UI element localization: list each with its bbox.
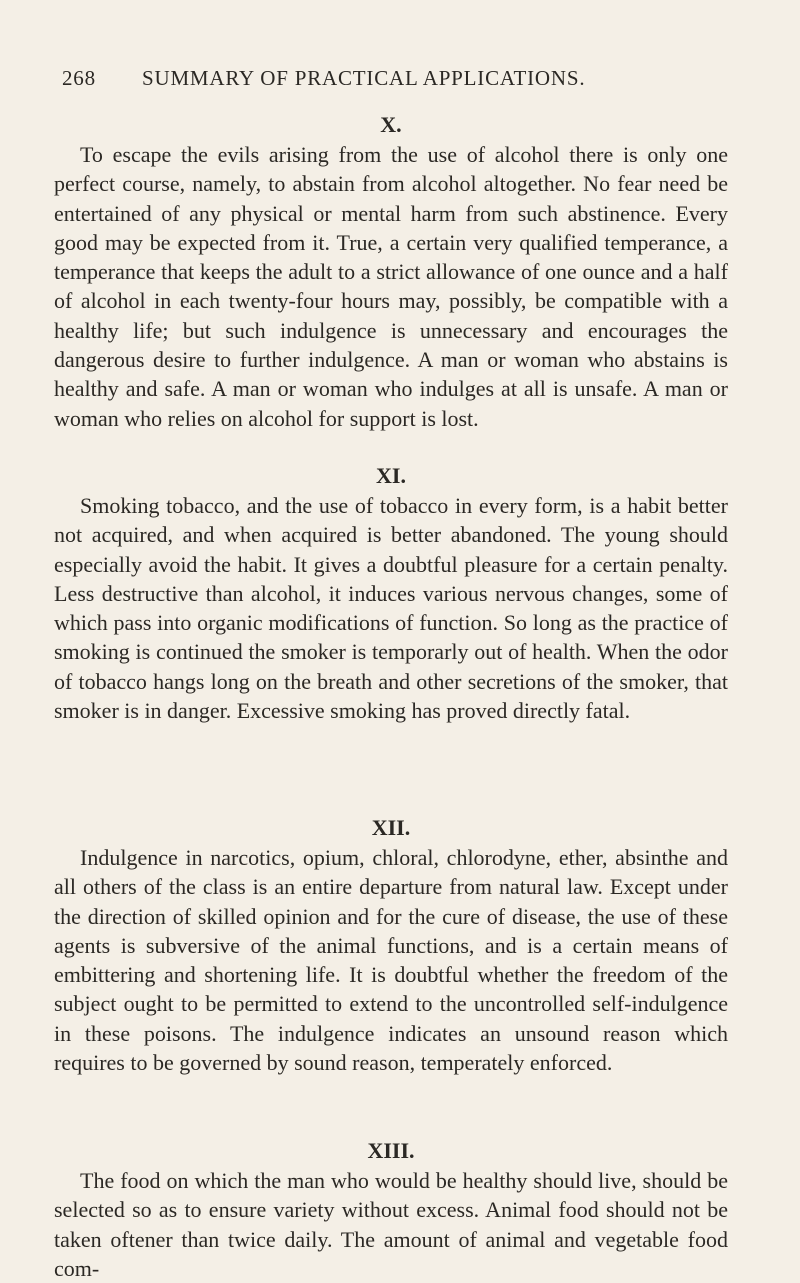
section-paragraph: The food on which the man who would be healthy should live, should be selected so as to ensure variety without excess. Animal food should not be taken oftener than twice daily. The amount of animal and vegetable food com- bbox=[54, 1168, 728, 1281]
section-xi bbox=[54, 461, 728, 725]
section-heading: XI. bbox=[376, 463, 406, 488]
section-paragraph: Smoking tobacco, and the use of tobacco in every form, is a habit better not acquired, and when acquired is better abandoned. The young should especially avoid the habit. It gives a doubtful pleasure for a certain penalty. Less destructive than alcohol, it induces various nervous changes, some of which pass into organic modifications of function. So long as the practice of smoking is continued the smoker is temporarly out of health. When the odor of tobacco hangs long on the breath and other secretions of the smoker, that smoker is in danger. Excessive smoking has proved directly fatal. bbox=[54, 493, 728, 724]
section-heading: XIII. bbox=[367, 1138, 415, 1163]
section-x bbox=[54, 110, 728, 433]
section-paragraph: To escape the evils arising from the use of alcohol there is only one perfect course, namely, to abstain from alcohol altogether. No fear need be entertained of any physical or mental harm from such abstinence. Every good may be expected from it. True, a certain very qualified temperance, a temperance that keeps the adult to a strict allowance of one ounce and a half of alcohol in each twenty-four hours may, possibly, be compatible with a healthy life; but such indulgence is unnecessary and encourages the dangerous desire to further indulgence. A man or woman who abstains is healthy and safe. A man or woman who indulges at all is unsafe. A man or woman who relies on alcohol for support is lost. bbox=[54, 142, 728, 431]
section-xii bbox=[54, 813, 728, 1077]
page-number: 268 bbox=[62, 66, 96, 90]
section-heading: XII. bbox=[371, 815, 411, 840]
section-paragraph: Indulgence in narcotics, opium, chloral, chlorodyne, ether, absinthe and all others of the class is an entire departure from natural law. Except under the direction of skilled opinion and for the cure of disease, the use of these agents is subversive of the animal functions, and is a certain means of embittering and shortening life. It is doubtful whether the freedom of the subject ought to be permitted to extend to the uncontrolled self-indulgence in these poisons. The indulgence indicates an unsound reason which requires to be governed by sound reason, temperately enforced. bbox=[54, 845, 728, 1076]
running-title: SUMMARY OF PRACTICAL APPLICATIONS. bbox=[142, 66, 586, 90]
section-xiii bbox=[54, 1136, 728, 1283]
running-head bbox=[62, 64, 728, 92]
section-heading: X. bbox=[380, 112, 402, 137]
